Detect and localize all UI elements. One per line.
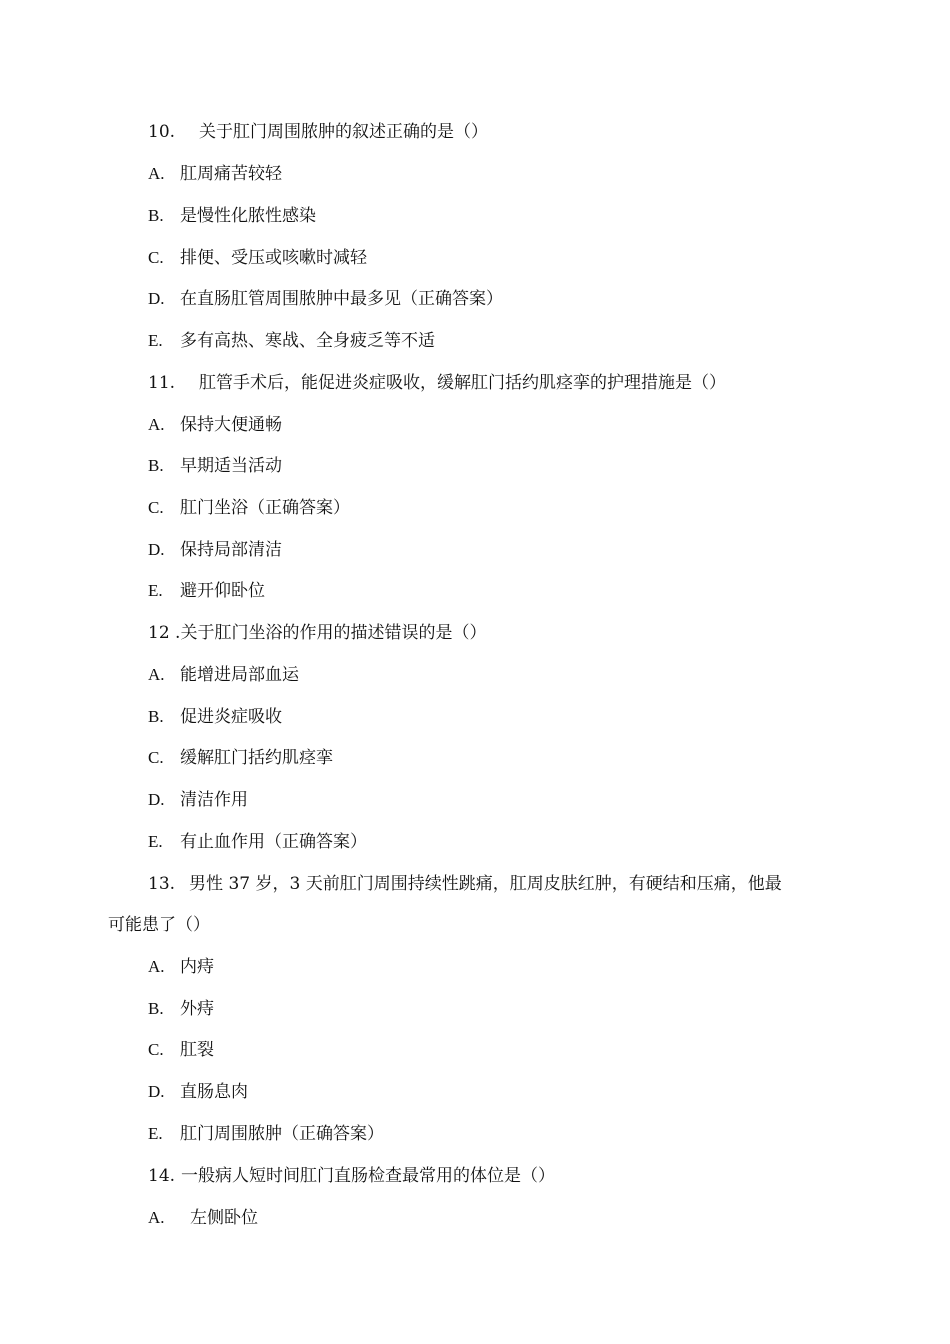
option-letter: D. <box>148 790 165 809</box>
question-text: 关于肛门周围脓肿的叙述正确的是（） <box>199 122 489 142</box>
option-text: 早期适当活动 <box>180 456 282 476</box>
option-text: 能增进局部血运 <box>180 665 299 685</box>
option-letter: C. <box>148 1040 164 1059</box>
option-e <box>148 580 265 602</box>
question-13 <box>148 873 782 895</box>
option-text: 多有高热、寒战、全身疲乏等不适 <box>180 331 435 351</box>
option-text: 左侧卧位 <box>190 1208 258 1228</box>
option-letter: C. <box>148 748 164 767</box>
question-number: 14. <box>148 1166 176 1186</box>
option-letter: E. <box>148 832 163 851</box>
option-d <box>148 789 248 811</box>
option-b <box>148 706 282 728</box>
option-text: 在直肠肛管周围脓肿中最多见（正确答案） <box>180 289 503 309</box>
option-text: 肛门周围脓肿（正确答案） <box>180 1124 384 1144</box>
option-letter: C. <box>148 498 164 517</box>
option-e <box>148 1123 384 1145</box>
option-letter: B. <box>148 999 164 1018</box>
question-text: 一般病人短时间肛门直肠检查最常用的体位是（） <box>181 1166 556 1186</box>
question-13-continuation <box>108 914 210 936</box>
option-c <box>148 1039 214 1061</box>
option-c <box>148 747 333 769</box>
option-text: 是慢性化脓性感染 <box>180 206 316 226</box>
option-letter: E. <box>148 331 163 350</box>
option-letter: E. <box>148 1124 163 1143</box>
question-14 <box>148 1165 555 1187</box>
option-letter: A. <box>148 957 165 976</box>
option-text: 缓解肛门括约肌痉挛 <box>180 748 333 768</box>
option-a <box>148 163 282 185</box>
option-letter: A. <box>148 665 165 684</box>
option-letter: D. <box>148 540 165 559</box>
question-text: 肛管手术后，能促进炎症吸收，缓解肛门括约肌痉挛的护理措施是（） <box>199 373 727 393</box>
question-number: 11. <box>148 373 176 393</box>
option-c <box>148 497 350 519</box>
question-number: 13. <box>148 874 176 894</box>
option-d <box>148 288 503 310</box>
option-letter: C. <box>148 248 164 267</box>
option-d <box>148 539 282 561</box>
option-text: 清洁作用 <box>180 790 248 810</box>
option-text: 有止血作用（正确答案） <box>180 832 367 852</box>
question-10 <box>148 121 488 143</box>
option-text: 肛裂 <box>180 1040 214 1060</box>
question-text: 关于肛门坐浴的作用的描述错误的是（） <box>180 623 487 643</box>
option-text: 内痔 <box>180 957 214 977</box>
option-letter: D. <box>148 1082 165 1101</box>
option-c <box>148 247 367 269</box>
option-text: 肛门坐浴（正确答案） <box>180 498 350 518</box>
option-text: 保持大便通畅 <box>180 415 282 435</box>
option-letter: B. <box>148 707 164 726</box>
option-e <box>148 330 435 352</box>
question-number: 12 . <box>148 623 181 643</box>
option-e <box>148 831 367 853</box>
option-letter: D. <box>148 289 165 308</box>
option-text: 避开仰卧位 <box>180 581 265 601</box>
question-11 <box>148 372 726 394</box>
option-letter: E. <box>148 581 163 600</box>
question-number: 10. <box>148 122 176 142</box>
question-12 <box>148 622 486 644</box>
option-b <box>148 998 214 1020</box>
option-letter: A. <box>148 415 165 434</box>
option-letter: B. <box>148 206 164 225</box>
option-a <box>148 956 214 978</box>
option-a <box>148 664 299 686</box>
question-text-line1: 男性 37 岁，3 天前肛门周围持续性跳痛，肛周皮肤红肿，有硬结和压痛，他最 <box>189 874 782 894</box>
option-a <box>148 414 282 436</box>
option-b <box>148 205 316 227</box>
option-letter: A. <box>148 164 165 183</box>
question-text-line2: 可能患了（） <box>108 915 210 935</box>
option-a <box>148 1207 258 1229</box>
option-d <box>148 1081 248 1103</box>
option-text: 促进炎症吸收 <box>180 707 282 727</box>
option-b <box>148 455 282 477</box>
option-letter: A. <box>148 1208 165 1227</box>
option-text: 保持局部清洁 <box>180 540 282 560</box>
option-text: 肛周痛苦较轻 <box>180 164 282 184</box>
option-text: 直肠息肉 <box>180 1082 248 1102</box>
option-text: 外痔 <box>180 999 214 1019</box>
option-text: 排便、受压或咳嗽时减轻 <box>180 248 367 268</box>
option-letter: B. <box>148 456 164 475</box>
